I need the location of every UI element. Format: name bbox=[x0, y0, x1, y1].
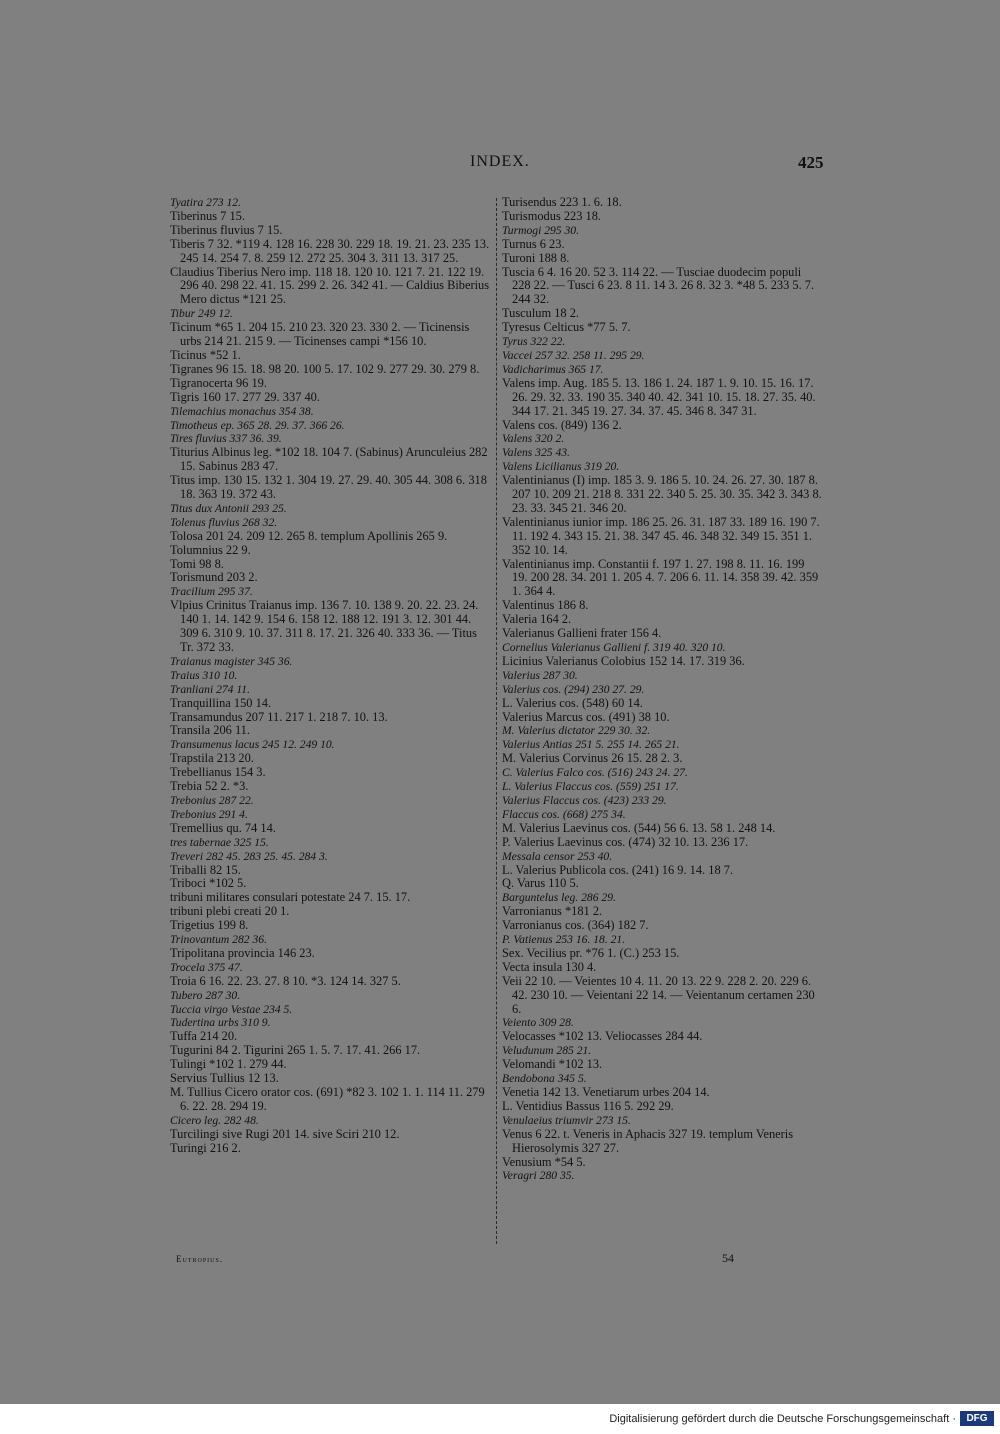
index-entry: Tugurini 84 2. Tigurini 265 1. 5. 7. 17. 41. 266 17. bbox=[170, 1043, 421, 1058]
index-entry: Valentinus 186 8. bbox=[502, 598, 589, 613]
index-entry: P. Vatienus 253 16. 18. 21. bbox=[502, 933, 626, 947]
index-entry: Tyresus Celticus *77 5. 7. bbox=[502, 320, 631, 335]
index-entry: Trebellianus 154 3. bbox=[170, 765, 266, 780]
index-entry: Varronianus cos. (364) 182 7. bbox=[502, 918, 649, 933]
index-entry: Transumenus lacus 245 12. 249 10. bbox=[170, 738, 335, 752]
index-entry: Tyatira 273 12. bbox=[170, 196, 241, 209]
index-entry: Tuffa 214 20. bbox=[170, 1029, 238, 1044]
funding-banner bbox=[0, 1404, 1000, 1434]
index-entry: Traius 310 10. bbox=[170, 668, 238, 682]
signature-mark: Eutropius. bbox=[176, 1254, 224, 1264]
index-entry: M. Valerius dictator 229 30. 32. bbox=[502, 724, 651, 738]
index-entry: Valens Licilianus 319 20. bbox=[502, 460, 620, 474]
index-entry: Transamundus 207 11. 217 1. 218 7. 10. 13. bbox=[170, 709, 388, 724]
index-entry: Tripolitana provincia 146 23. bbox=[170, 945, 315, 960]
index-entry: Valentinianus imp. Constantii f. 197 1. 27. 198 8. 11. 16. 199 19. 200 28. 34. 201 1. 205 4. 7. 206 6. 11. 14. 358 39. 42. 359 1. 364 4. bbox=[502, 556, 819, 599]
index-entry: Titus imp. 130 15. 132 1. 304 19. 27. 29. 40. 305 44. 308 6. 318 18. 363 19. 372 43. bbox=[170, 473, 487, 502]
index-entry: Venusium *54 5. bbox=[502, 1154, 586, 1169]
index-entry: Treveri 282 45. 283 25. 45. 284 3. bbox=[170, 849, 328, 863]
index-entry: Valentinianus (I) imp. 185 3. 9. 186 5. 10. 24. 26. 27. 30. 187 8. 207 10. 209 21. 218 8. 331 22. 340 5. 25. 30. 35. 342 3. 343 8. 23. 33. 345 21. 346 20. bbox=[502, 473, 822, 515]
index-entry: Q. Varus 110 5. bbox=[502, 876, 579, 891]
index-entry: Tigris 160 17. 277 29. 337 40. bbox=[170, 389, 320, 404]
index-entry: Ticinum *65 1. 204 15. 210 23. 320 23. 330 2. — Ticinensis urbs 214 21. 215 9. — Ticinenses campi *156 10. bbox=[170, 320, 470, 349]
index-entry: Valens imp. Aug. 185 5. 13. 186 1. 24. 187 1. 9. 10. 15. 16. 17. 26. 29. 32. 33. 190 35. 340 40. 42. 341 10. 15. 18. 27. 35. 40. 344 17. 21. 345 19. 27. 34. 37. 45. 346 8. 347 31. bbox=[502, 375, 816, 418]
index-entry: Trocela 375 47. bbox=[170, 960, 243, 974]
index-entry: Torismund 203 2. bbox=[170, 570, 258, 585]
index-entry: tribuni plebi creati 20 1. bbox=[170, 904, 290, 919]
index-entry: P. Valerius Laevinus cos. (474) 32 10. 13. 236 17. bbox=[502, 834, 749, 849]
running-title: INDEX. bbox=[470, 153, 530, 170]
index-entry: Valerius Antias 251 5. 255 14. 265 21. bbox=[502, 738, 680, 752]
index-entry: Timotheus ep. 365 28. 29. 37. 366 26. bbox=[170, 418, 345, 432]
index-entry: L. Valerius Flaccus cos. (559) 251 17. bbox=[502, 780, 679, 794]
index-entry: Titurius Albinus leg. *102 18. 104 7. (Sabinus) Arunculeius 282 15. Sabinus 283 47. bbox=[170, 445, 488, 474]
index-entry: Tracilium 295 37. bbox=[170, 585, 253, 599]
index-entry: Valens 325 43. bbox=[502, 446, 570, 460]
index-entry: Trebia 52 2. *3. bbox=[170, 779, 249, 794]
index-entry: M. Valerius Laevinus cos. (544) 56 6. 13. 58 1. 248 14. bbox=[502, 820, 776, 835]
index-entry: Tusculum 18 2. bbox=[502, 306, 579, 321]
index-entry: Venetia 142 13. Venetiarum urbes 204 14. bbox=[502, 1085, 710, 1099]
index-entry: Vlpius Crinitus Traianus imp. 136 7. 10. 138 9. 20. 22. 23. 24. 140 1. 14. 142 9. 154 6. 158 12. 188 12. 191 3. 12. 301 44. 309 6. 310 9. 10. 37. 311 8. 17. 21. 326 40. 333 36. — Titus Tr. 372 33. bbox=[170, 598, 479, 654]
index-entry: Turisendus 223 1. 6. 18. bbox=[502, 195, 622, 209]
index-entry: Turnus 6 23. bbox=[502, 236, 565, 251]
index-entry: Valerius 287 30. bbox=[502, 668, 578, 682]
index-entry: Tomi 98 8. bbox=[170, 556, 224, 571]
column-divider bbox=[496, 198, 497, 1244]
index-entry: Turingi 216 2. bbox=[170, 1140, 241, 1155]
index-entry: Vaccei 257 32. 258 11. 295 29. bbox=[502, 348, 645, 362]
index-entry: Messala censor 253 40. bbox=[502, 849, 613, 863]
index-entry: Trinovantum 282 36. bbox=[170, 933, 267, 947]
funding-text: Digitalisierung gefördert durch die Deutsche Forschungsgemeinschaft · bbox=[609, 1413, 956, 1425]
index-entry: Trebonius 291 4. bbox=[170, 807, 248, 821]
index-entry: Claudius Tiberius Nero imp. 118 18. 120 10. 121 7. 21. 122 19. 296 40. 298 22. 41. 15. 299 2. 26. 342 41. — Caldius Biberius Mero dictus *121 25. bbox=[170, 264, 490, 307]
index-entry: Tires fluvius 337 36. 39. bbox=[170, 432, 282, 446]
index-entry: Triballi 82 15. bbox=[170, 862, 241, 877]
index-entry: Valentinianus iunior imp. 186 25. 26. 31. 187 33. 189 16. 190 7. 11. 192 4. 343 15. 21. 38. 347 45. 46. 348 32. 349 15. 351 1. 352 10. 14. bbox=[502, 514, 820, 557]
index-entry: Troia 6 16. 22. 23. 27. 8 10. *3. 124 14. 327 5. bbox=[170, 973, 401, 988]
sheet-number: 54 bbox=[722, 1251, 734, 1265]
index-column-left bbox=[170, 196, 492, 1156]
dfg-logo: DFG bbox=[960, 1411, 994, 1426]
index-entry: Tolenus fluvius 268 32. bbox=[170, 515, 278, 529]
index-entry: Tiberinus 7 15. bbox=[170, 208, 245, 223]
index-entry: Veragri 280 35. bbox=[502, 1169, 575, 1183]
index-entry: Sex. Vecilius pr. *76 1. (C.) 253 15. bbox=[502, 945, 680, 960]
index-entry: L. Valerius Publicola cos. (241) 16 9. 14. 18 7. bbox=[502, 862, 734, 877]
index-entry: tribuni militares consulari potestate 24 7. 15. 17. bbox=[170, 890, 411, 905]
index-entry: Velocasses *102 13. Veliocasses 284 44. bbox=[502, 1029, 703, 1044]
index-entry: C. Valerius Falco cos. (516) 243 24. 27. bbox=[502, 766, 688, 780]
index-entry: Tranquillina 150 14. bbox=[170, 695, 272, 710]
index-entry: Trapstila 213 20. bbox=[170, 751, 254, 766]
index-entry: M. Tullius Cicero orator cos. (691) *82 3. 102 1. 1. 114 11. 279 6. 22. 28. 294 19. bbox=[170, 1085, 485, 1113]
page-number: 425 bbox=[798, 153, 824, 172]
index-entry: Tolosa 201 24. 209 12. 265 8. templum Apollinis 265 9. bbox=[170, 528, 448, 543]
index-entry: Cicero leg. 282 48. bbox=[170, 1113, 259, 1127]
index-entry: Tuscia 6 4. 16 20. 52 3. 114 22. — Tusciae duodecim populi 228 22. — Tusci 6 23. 8 11. 14 3. 26 8. 32 3. *48 5. 233 5. 7. 244 32. bbox=[502, 264, 815, 307]
index-entry: Venulaeius triumvir 273 15. bbox=[502, 1113, 631, 1127]
index-entry: Licinius Valerianus Colobius 152 14. 17. 319 36. bbox=[502, 653, 745, 668]
index-entry: Valerianus Gallieni frater 156 4. bbox=[502, 626, 662, 641]
index-entry: Tulingi *102 1. 279 44. bbox=[170, 1057, 287, 1072]
index-column-right bbox=[502, 196, 822, 1183]
index-entry: Tiberis 7 32. *119 4. 128 16. 228 30. 229 18. 19. 21. 23. 235 13. 245 14. 254 7. 8. 259 12. 272 25. 304 3. 311 13. 317 25. bbox=[170, 236, 490, 265]
index-entry: Turmogi 295 30. bbox=[502, 223, 579, 237]
index-entry: Barguntelus leg. 286 29. bbox=[502, 891, 616, 905]
index-entry: Tigranes 96 15. 18. 98 20. 100 5. 17. 102 9. 277 29. 30. 279 8. bbox=[170, 361, 480, 376]
index-entry: Servius Tullius 12 13. bbox=[170, 1071, 279, 1086]
index-entry: L. Valerius cos. (548) 60 14. bbox=[502, 695, 643, 710]
index-entry: Turcilingi sive Rugi 201 14. sive Sciri 210 12. bbox=[170, 1126, 400, 1141]
index-entry: Turismodus 223 18. bbox=[502, 208, 602, 223]
index-entry: Veii 22 10. — Veientes 10 4. 11. 20 13. 22 9. 228 2. 20. 229 6. 42. 230 10. — Veientani 22 14. — Veientanum certamen 230 6. bbox=[502, 973, 815, 1016]
index-entry: Trebonius 287 22. bbox=[170, 793, 254, 807]
index-entry: Tremellius qu. 74 14. bbox=[170, 820, 276, 835]
index-entry: Tudertina urbs 310 9. bbox=[170, 1016, 271, 1030]
index-entry: Tilemachius monachus 354 38. bbox=[170, 404, 314, 418]
index-entry: Tranliani 274 11. bbox=[170, 682, 250, 696]
index-entry: Turoni 188 8. bbox=[502, 250, 570, 265]
index-entry: Tiberinus fluvius 7 15. bbox=[170, 222, 283, 237]
index-entry: Cornelius Valerianus Gallieni f. 319 40. 320 10. bbox=[502, 641, 726, 654]
index-entry: Ticinus *52 1. bbox=[170, 347, 241, 362]
index-entry: Valens cos. (849) 136 2. bbox=[502, 417, 622, 432]
index-entry: Tigranocerta 96 19. bbox=[170, 375, 267, 390]
index-entry: Veiento 309 28. bbox=[502, 1016, 574, 1030]
index-entry: Tubero 287 30. bbox=[170, 988, 241, 1002]
index-entry: Tuccia virgo Vestae 234 5. bbox=[170, 1002, 293, 1016]
index-entry: M. Valerius Corvinus 26 15. 28 2. 3. bbox=[502, 751, 683, 766]
index-entry: tres tabernae 325 15. bbox=[170, 835, 269, 849]
index-entry: Varronianus *181 2. bbox=[502, 904, 603, 919]
index-entry: Bendobona 345 5. bbox=[502, 1072, 587, 1086]
index-entry: Valeria 164 2. bbox=[502, 612, 572, 627]
index-entry: Vadicharimus 365 17. bbox=[502, 362, 604, 376]
index-entry: Transila 206 11. bbox=[170, 723, 250, 738]
index-entry: Velomandi *102 13. bbox=[502, 1057, 603, 1072]
index-entry: Valerius cos. (294) 230 27. 29. bbox=[502, 682, 645, 696]
index-entry: Valens 320 2. bbox=[502, 432, 565, 446]
index-entry: Trigetius 199 8. bbox=[170, 918, 249, 933]
index-entry: Triboci *102 5. bbox=[170, 876, 247, 891]
index-entry: Valerius Marcus cos. (491) 38 10. bbox=[502, 709, 670, 724]
index-entry: Veludunum 285 21. bbox=[502, 1044, 592, 1058]
index-entry: Tolumnius 22 9. bbox=[170, 542, 251, 557]
index-entry: Tyrus 322 22. bbox=[502, 335, 566, 349]
index-entry: Venus 6 22. t. Veneris in Aphacis 327 19. templum Veneris Hierosolymis 327 27. bbox=[502, 1126, 794, 1155]
index-entry: Valerius Flaccus cos. (423) 233 29. bbox=[502, 793, 667, 807]
index-entry: Flaccus cos. (668) 275 34. bbox=[502, 807, 626, 821]
index-entry: Traianus magister 345 36. bbox=[170, 654, 293, 668]
index-entry: Titus dux Antonii 293 25. bbox=[170, 501, 287, 515]
index-entry: Tibur 249 12. bbox=[170, 307, 233, 321]
index-entry: Vecta insula 130 4. bbox=[502, 959, 597, 974]
index-entry: L. Ventidius Bassus 116 5. 292 29. bbox=[502, 1098, 674, 1113]
